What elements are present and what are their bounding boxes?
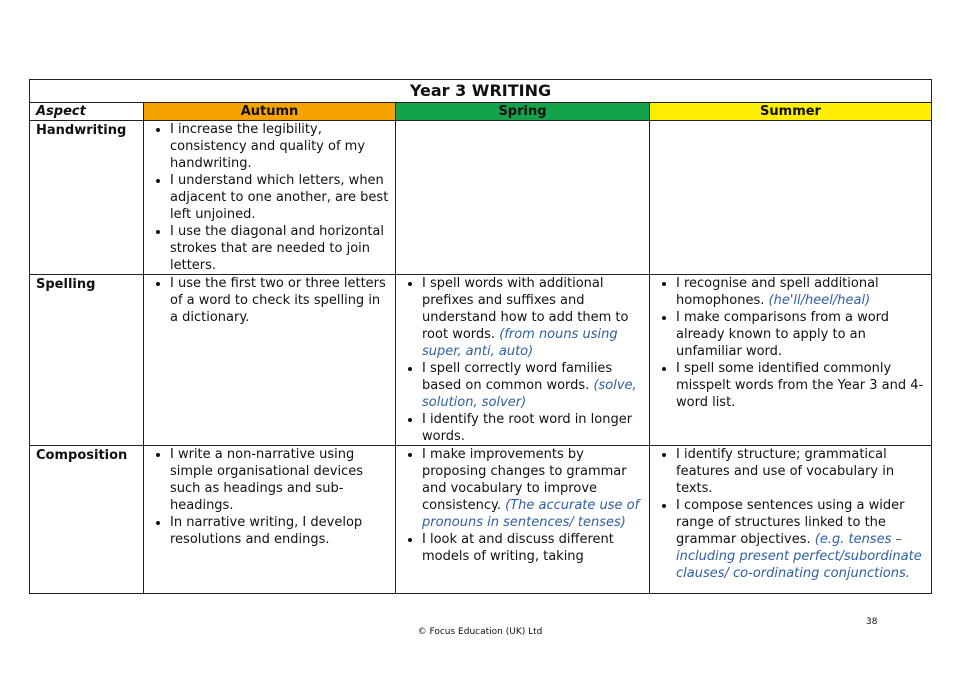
- example-text: (e.g. tenses – including present perfect/subordinate clauses/ co-ordinating conjunctions.: [676, 532, 922, 581]
- table-row-spelling: [30, 275, 932, 446]
- cell-composition-autumn: [144, 446, 396, 594]
- objective-text: I make improvements by proposing changes to grammar and vocabulary to improve consistency.: [422, 447, 627, 513]
- objective-text: I identify the root word in longer words.: [422, 412, 633, 444]
- cell-spelling-summer: [650, 275, 932, 446]
- cell-handwriting-autumn: [144, 121, 396, 275]
- objective-text: I identify structure; grammatical features and use of vocabulary in texts.: [676, 447, 895, 496]
- cell-spelling-autumn: [144, 275, 396, 446]
- page-number: 38: [866, 617, 878, 627]
- aspect-spelling: Spelling: [30, 275, 144, 446]
- cell-composition-spring: [396, 446, 650, 594]
- objective-text: I recognise and spell additional homophones.: [676, 276, 879, 308]
- header-autumn: Autumn: [144, 103, 396, 121]
- list-item: [676, 446, 927, 497]
- table-row-handwriting: [30, 121, 932, 275]
- list-item: [676, 497, 927, 582]
- table-row-composition: [30, 446, 932, 594]
- cell-handwriting-spring: [396, 121, 650, 275]
- cell-composition-summer: [650, 446, 932, 594]
- list-item: • I understand which letters, when adjacent to one another, are best left unjoined.: [170, 172, 391, 223]
- list-item: [422, 531, 645, 565]
- list-item: [422, 446, 645, 531]
- list-item: [676, 360, 927, 411]
- objective-text: I spell words with additional prefixes and suffixes and understand how to add them to root words.: [422, 276, 629, 342]
- header-summer: Summer: [650, 103, 932, 121]
- list-item: [422, 411, 645, 445]
- table-title: Year 3 WRITING: [30, 80, 932, 103]
- copyright-footer: © Focus Education (UK) Ltd: [417, 627, 543, 637]
- list-item: • I increase the legibility, consistency and quality of my handwriting.: [170, 121, 391, 172]
- cell-spelling-spring: [396, 275, 650, 446]
- list-item: [676, 275, 927, 309]
- list-item: • I write a non-narrative using simple organisational devices such as headings and sub-headings.: [170, 446, 391, 514]
- example-text: (from nouns using super, anti, auto): [422, 327, 618, 359]
- example-text: (solve, solution, solver): [422, 378, 637, 410]
- objective-text: I spell some identified commonly misspelt words from the Year 3 and 4-word list.: [676, 361, 924, 410]
- objective-text: I make comparisons from a word already known to apply to an unfamiliar word.: [676, 310, 890, 359]
- header-spring: Spring: [396, 103, 650, 121]
- objective-text: I compose sentences using a wider range of structures linked to the grammar objectives.: [676, 498, 905, 547]
- objective-text: I spell correctly word families based on common words.: [422, 361, 613, 393]
- list-item: • In narrative writing, I develop resolutions and endings.: [170, 514, 391, 548]
- list-item: [422, 275, 645, 360]
- aspect-handwriting: Handwriting: [30, 121, 144, 275]
- objective-text: I look at and discuss different models of writing, taking: [422, 532, 614, 564]
- example-text: (he'll/heel/heal): [768, 293, 871, 308]
- list-item: • I use the first two or three letters of a word to check its spelling in a dictionary.: [170, 275, 391, 326]
- cell-handwriting-summer: [650, 121, 932, 275]
- writing-objectives-table: [29, 79, 932, 594]
- aspect-composition: Composition: [30, 446, 144, 594]
- list-item: [676, 309, 927, 360]
- list-item: [422, 360, 645, 411]
- example-text: (The accurate use of pronouns in sentences/ tenses): [422, 498, 640, 530]
- header-aspect: Aspect: [30, 103, 144, 121]
- list-item: • I use the diagonal and horizontal strokes that are needed to join letters.: [170, 223, 391, 274]
